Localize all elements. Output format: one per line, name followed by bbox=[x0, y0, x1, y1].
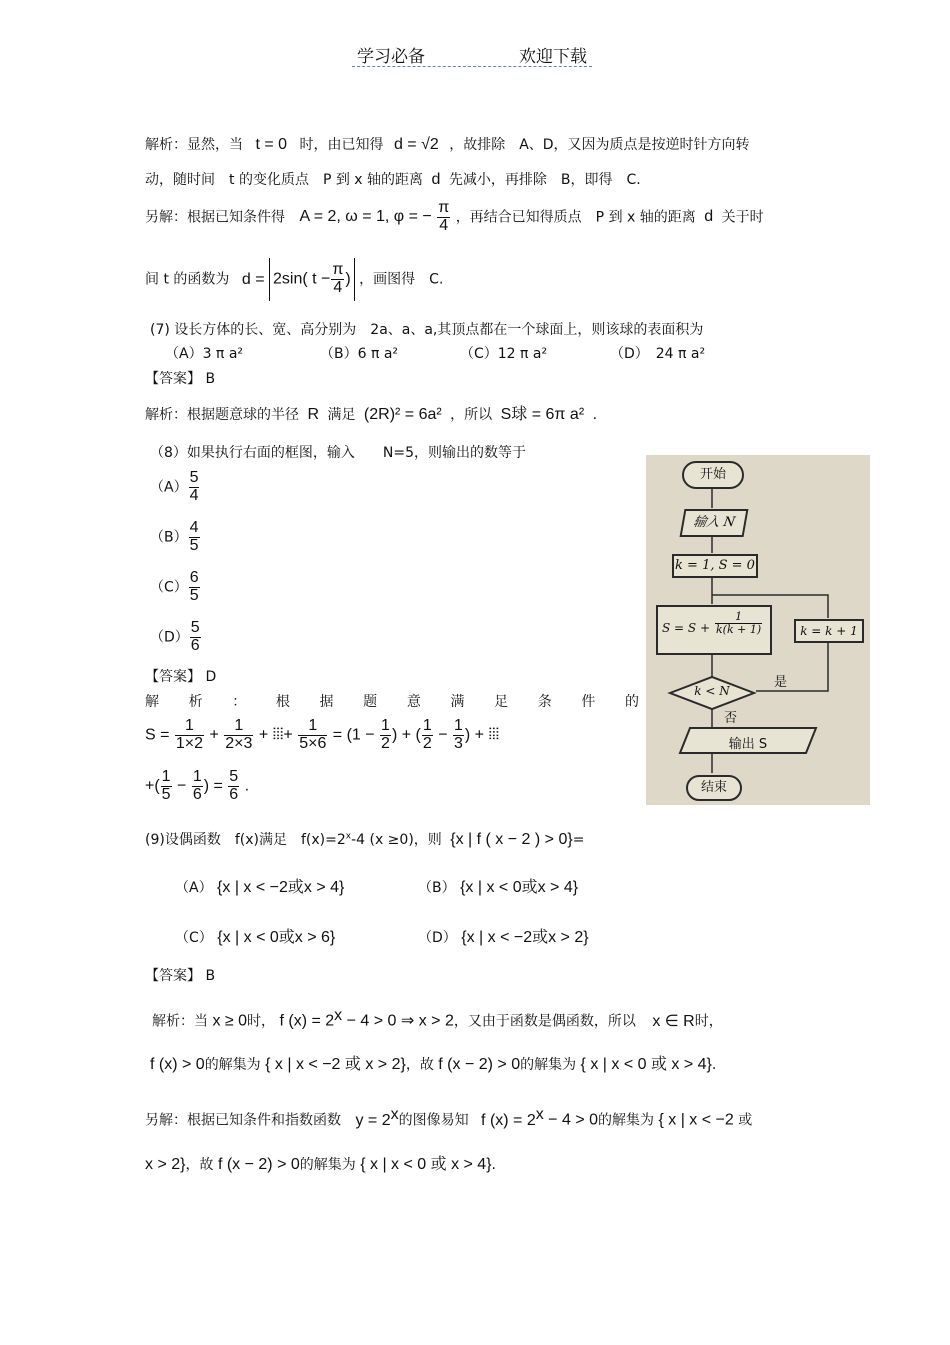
math: d = √2 bbox=[393, 136, 439, 153]
q8-option: （A） $\frac{5}{4}$ bbox=[150, 469, 199, 504]
q9-stem bbox=[145, 830, 584, 849]
flow-end: 结束 bbox=[686, 775, 742, 801]
q7-solution bbox=[145, 405, 597, 424]
q8-option: （C） $\frac{6}{5}$ bbox=[150, 569, 199, 604]
q7-stem: (7) 设长方体的长、宽、高分别为 2a、a、a,其顶点都在一个球面上，则该球的表面积为 bbox=[150, 322, 704, 338]
q8-solution-word: ： bbox=[232, 694, 247, 710]
q9-option-d: （D） {x | x < −2或x > 2} bbox=[418, 929, 589, 946]
q8-option: （D） $\frac{5}{6}$ bbox=[150, 619, 200, 654]
q8-equation-2: +( $\frac{1}{5}$ − $\frac{1}{6}$ ) = $\frac{5}{6}$ . bbox=[145, 768, 250, 803]
q8-solution-word: 据 bbox=[319, 694, 334, 710]
text: (9)设偶函数 f(x)满足 f(x)=2 bbox=[145, 832, 346, 848]
q7-option-a: （A）3 π a² bbox=[165, 346, 244, 362]
q7-option-d: （D） 24 π a² bbox=[610, 346, 706, 362]
q8-solution-word: 条 bbox=[537, 694, 552, 710]
sol6-line4 bbox=[145, 258, 443, 301]
fraction: $\frac{\pi}{4}$ bbox=[438, 199, 450, 234]
flow-no-label: 否 bbox=[724, 711, 738, 726]
q7-option-c: （C）12 π a² bbox=[460, 346, 548, 362]
flow-init: k = 1, S = 0 bbox=[672, 554, 758, 578]
q8-solution-word: 根 bbox=[275, 694, 290, 710]
header-right: 欢迎下载 bbox=[519, 47, 587, 67]
q7-option-b: （B）6 π a² bbox=[320, 346, 399, 362]
text: 解析：根据题意球的半径 bbox=[145, 407, 299, 423]
q9-sol-line4: x > 2}，故 f (x − 2) > 0的解集为 { x | x < 0 或 x > 4}. bbox=[145, 1156, 496, 1173]
text: 动，随时间 t 的变化质点 P 到 x 轴的距离 bbox=[145, 172, 424, 188]
text: 解析：显然，当 bbox=[145, 137, 243, 153]
q8-solution-word: 析 bbox=[188, 694, 203, 710]
text: 先减小，再排除 B，即得 C. bbox=[448, 172, 641, 188]
sol6-line1 bbox=[145, 135, 750, 154]
math: A = 2, ω = 1, φ = − bbox=[299, 208, 432, 226]
q8-equation-1: S = $\frac{1}{1\times 2}$ + $\frac{1}{2\times 3}$ + ⦙⦙⦙+ $\frac{1}{5\times 6}$ = (1 − $\frac{1}{2}$ ) + ( $\frac{1}{2}$ − $\frac{1}{3}$ ) + ⦙⦙⦙ bbox=[145, 717, 500, 752]
abs-value: 2sin( t − $\frac{\pi}{4}$ ) bbox=[269, 258, 355, 301]
text: ，故排除 A、D，又因为质点是按逆时针方向转 bbox=[449, 137, 750, 153]
q9-sol-line2: f (x) > 0的解集为 { x | x < −2 或 x > 2}，故 f (x − 2) > 0的解集为 { x | x < 0 或 x > 4}. bbox=[150, 1056, 717, 1073]
q8-solution-word: 意 bbox=[406, 694, 421, 710]
flow-output: 输出 S bbox=[728, 737, 768, 752]
q9-answer: 【答案】 B bbox=[145, 968, 216, 984]
q9-sol-line1: 解析：当 x ≥ 0时， f $(x) = 2^x - 4 > 0$ ⇒ x > 2，又由于函数是偶函数，所以 x ∈ R时， bbox=[152, 1007, 723, 1030]
q9-option-c: （C） {x | x < 0或x > 6} bbox=[175, 929, 336, 946]
q8-solution-word: 的 bbox=[625, 694, 639, 710]
text: 间 t 的函数为 bbox=[145, 271, 230, 288]
text: 另解：根据已知条件得 bbox=[145, 209, 285, 226]
text: ，所以 bbox=[450, 407, 493, 423]
math: t = 0 bbox=[255, 136, 288, 153]
q8-solution-word: 件 bbox=[581, 694, 596, 710]
header-left: 学习必备 bbox=[357, 47, 425, 67]
sol6-line3 bbox=[145, 200, 764, 235]
q8-stem: （8）如果执行右面的框图，输入 N=5，则输出的数等于 bbox=[150, 445, 527, 461]
q9-option-a: （A） {x | x < −2或x > 4} bbox=[175, 879, 345, 896]
math: d = bbox=[241, 270, 265, 288]
q8-answer: 【答案】 D bbox=[145, 669, 217, 685]
text: x bbox=[345, 831, 352, 842]
q8-option: （B） $\frac{4}{5}$ bbox=[150, 519, 199, 554]
text: 时，由已知得 bbox=[299, 137, 384, 153]
math: {x | f ( x − 2 ) > 0} bbox=[450, 831, 573, 848]
math: d bbox=[431, 171, 441, 188]
q8-solution-word: 足 bbox=[494, 694, 509, 710]
flow-yes-label: 是 bbox=[774, 675, 788, 690]
text: -4 (x ≥0)，则 bbox=[351, 832, 442, 848]
flow-condition: k < N bbox=[694, 684, 730, 698]
flow-update: S = S + $\frac{1}{k(k + 1)}$ bbox=[656, 605, 772, 655]
math: R bbox=[307, 406, 320, 423]
math: S球 = 6π a² bbox=[500, 406, 585, 423]
text: = bbox=[572, 832, 585, 848]
flowchart bbox=[646, 455, 870, 805]
text: 满足 bbox=[327, 407, 356, 423]
sol6-line2 bbox=[145, 170, 641, 189]
text: ，画图得 C. bbox=[359, 271, 444, 288]
text: 关于时 bbox=[721, 209, 764, 226]
math: d bbox=[704, 208, 714, 226]
flow-input: 输入 N bbox=[680, 509, 749, 537]
math: (2R)² = 6a² bbox=[363, 406, 442, 423]
q8-solution-word: 满 bbox=[450, 694, 465, 710]
flow-increment: k = k + 1 bbox=[794, 619, 864, 643]
text: ，再结合已知得质点 P 到 x 轴的距离 bbox=[455, 209, 696, 226]
flow-start: 开始 bbox=[682, 461, 744, 489]
q8-solution-word: 解 bbox=[145, 694, 159, 710]
q8-solution-word: 题 bbox=[363, 694, 378, 710]
q7-answer: 【答案】 B bbox=[145, 371, 216, 387]
page-header bbox=[352, 40, 592, 67]
text: . bbox=[592, 407, 598, 423]
q9-sol-line3: 另解：根据已知条件和指数函数 $y = 2^x$的图像易知 f $(x) = 2^x - 4 > 0$的解集为 { x | x < −2 或 bbox=[145, 1106, 753, 1129]
q9-option-b: （B） {x | x < 0或x > 4} bbox=[418, 879, 579, 896]
